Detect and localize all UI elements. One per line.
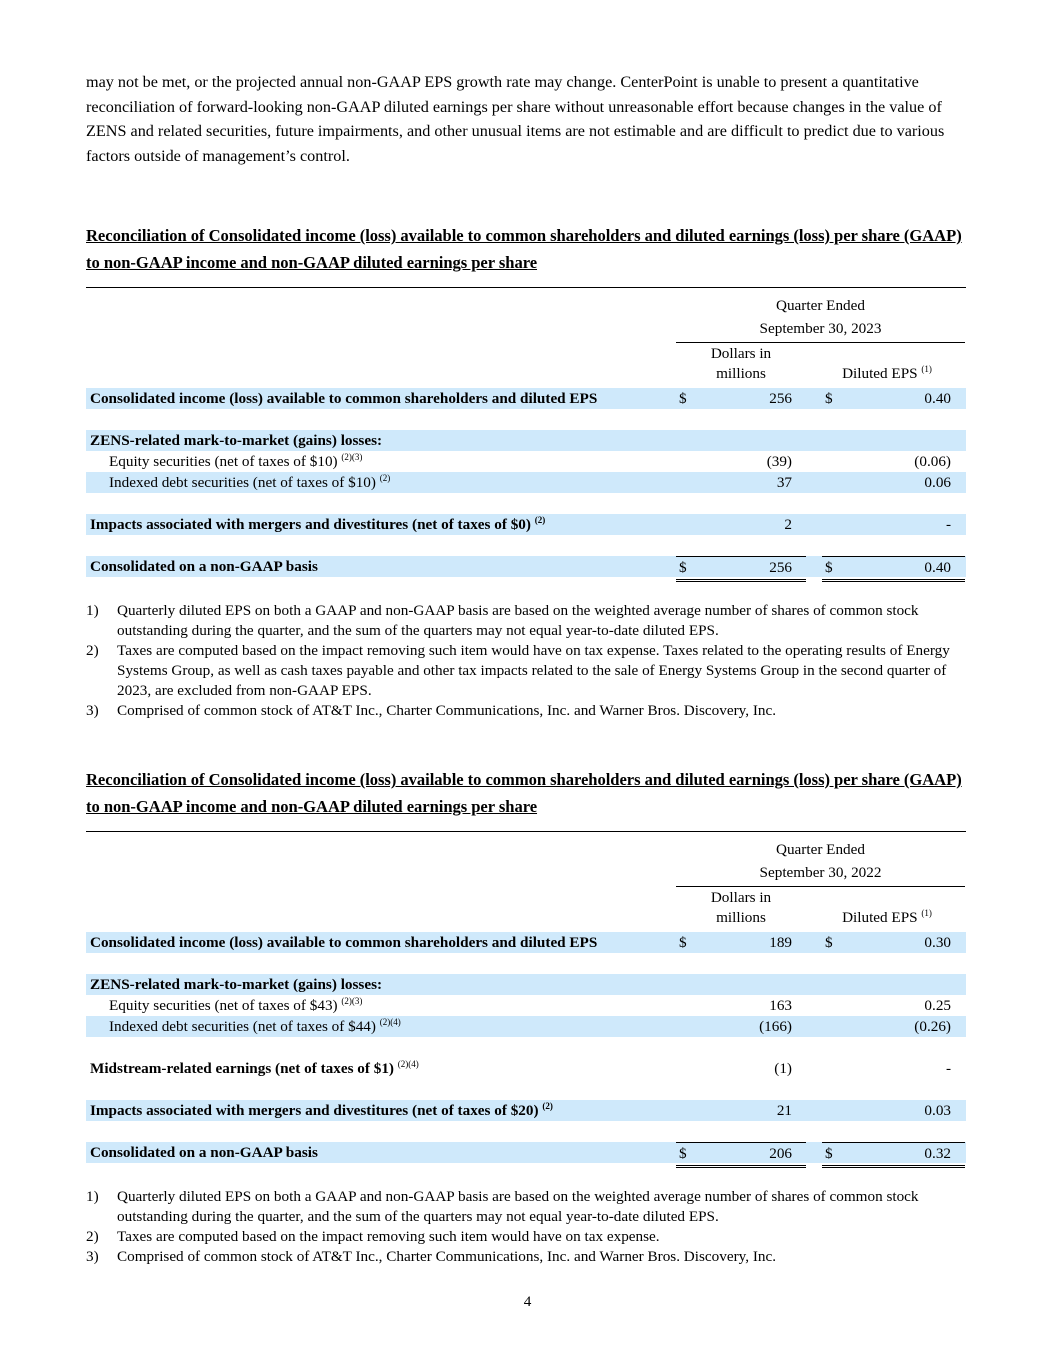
section-title: Reconciliation of Consolidated income (loss) available to common shareholders and diluted earnings (loss) per share (GAAP) to non-GAAP income and non-GAAP diluted earnings per share [86, 226, 962, 272]
table-row [86, 1016, 966, 1037]
row-spacer [86, 535, 966, 556]
currency-symbol: $ [825, 1145, 833, 1162]
currency-symbol: $ [679, 1145, 687, 1162]
eps-header-footnote: (1) [921, 908, 932, 918]
eps-value: - [945, 1060, 951, 1077]
eps-value: 0.40 [924, 559, 951, 576]
table-row [86, 514, 966, 535]
table-row [86, 472, 966, 493]
row-spacer [86, 493, 966, 514]
intro-paragraph: may not be met, or the projected annual non-GAAP EPS growth rate may change. CenterPoint is unable to present a quantitative reconciliation of forward-looking non-GAAP diluted earnings per share without unreasonable effort because changes in the value of ZENS and related securities, future impairments, and other unusual items are not estimable and are difficult to predict due to various factors outside of management’s control. [86, 73, 945, 165]
table-header [86, 288, 966, 388]
row-spacer [86, 1121, 966, 1142]
dollars-value: 2 [784, 516, 792, 533]
row-label: Consolidated on a non-GAAP basis [90, 558, 318, 575]
row-label: Consolidated income (loss) available to common shareholders and diluted EPS [90, 390, 598, 407]
eps-value: - [945, 516, 951, 533]
footnote-text: Taxes are computed based on the impact removing such item would have on tax expense. Taxes related to the operating results of Energy Systems Group, as well as cash taxes payable and other tax impacts related to the sale of Energy Systems Group in the second quarter of 2023, are excluded from non-GAAP EPS. [117, 642, 950, 699]
period-line1: Quarter Ended [776, 841, 865, 858]
footnote-ref: (2)(3) [341, 452, 363, 462]
table-row [86, 451, 966, 472]
row-label: Midstream-related earnings (net of taxes of $1) [90, 1060, 394, 1077]
footnote-text: Comprised of common stock of AT&T Inc., Charter Communications, Inc. and Warner Bros. Discovery, Inc. [117, 1248, 777, 1265]
currency-symbol: $ [679, 934, 687, 951]
footnote-number: 3) [86, 702, 99, 719]
row-spacer [86, 953, 966, 974]
table-header [86, 832, 966, 932]
row-label: Consolidated on a non-GAAP basis [90, 1144, 318, 1161]
footnote-ref: (2)(4) [397, 1059, 419, 1069]
dollars-column-header [676, 344, 806, 384]
dollars-header-line2: millions [716, 909, 766, 926]
eps-column-header [822, 908, 952, 928]
currency-symbol: $ [679, 390, 687, 407]
currency-symbol: $ [679, 559, 687, 576]
footnote-ref: (2) [542, 1101, 553, 1111]
table-row [86, 1058, 966, 1079]
row-label: Impacts associated with mergers and divestitures (net of taxes of $20) [90, 1102, 539, 1119]
dollars-value: 37 [776, 474, 792, 491]
row-label: ZENS-related mark-to-market (gains) losses: [90, 976, 383, 993]
footnote-number: 1) [86, 602, 99, 619]
table-row [86, 388, 966, 409]
table-row [86, 1100, 966, 1121]
dollars-value: (1) [774, 1060, 792, 1077]
dollars-value: (166) [759, 1018, 792, 1035]
row-label: Indexed debt securities (net of taxes of $10) [109, 474, 376, 491]
row-label: Indexed debt securities (net of taxes of $44) [109, 1018, 376, 1035]
currency-symbol: $ [825, 390, 833, 407]
footnote-number: 3) [86, 1248, 99, 1265]
eps-header-footnote: (1) [921, 364, 932, 374]
eps-value: 0.25 [924, 997, 951, 1014]
eps-value: 0.30 [924, 934, 951, 951]
reconciliation-table [86, 288, 966, 577]
eps-header-label: Diluted EPS [842, 365, 918, 382]
currency-symbol: $ [825, 559, 833, 576]
currency-symbol: $ [825, 934, 833, 951]
footnotes [86, 601, 966, 721]
footnotes [86, 1187, 966, 1267]
reconciliation-section-2022 [86, 766, 966, 1267]
row-spacer [86, 1079, 966, 1100]
eps-value: (0.06) [914, 453, 951, 470]
footnote [86, 641, 966, 701]
footnote-ref: (2)(4) [379, 1017, 401, 1027]
footnote-text: Quarterly diluted EPS on both a GAAP and non-GAAP basis are based on the weighted average number of shares of common stock outstanding during the quarter, and the sum of the quarters may not equal year-to-date diluted EPS. [117, 1188, 919, 1225]
period-line2: September 30, 2022 [759, 864, 882, 881]
dollars-header-line2: millions [716, 365, 766, 382]
eps-value: 0.03 [924, 1102, 951, 1119]
period-header [676, 838, 965, 887]
eps-column-header [822, 364, 952, 384]
footnote-number: 2) [86, 642, 99, 659]
reconciliation-section-2023 [86, 222, 966, 721]
table-row-total [86, 556, 966, 577]
footnote [86, 701, 966, 721]
footnote-ref: (2) [379, 473, 391, 483]
period-line2: September 30, 2023 [759, 320, 882, 337]
row-spacer [86, 1037, 966, 1058]
footnote [86, 1247, 966, 1267]
table-row [86, 430, 966, 451]
dollars-value: 256 [769, 390, 792, 407]
footnote-number: 2) [86, 1228, 99, 1245]
table-row [86, 932, 966, 953]
row-label: Equity securities (net of taxes of $43) [109, 997, 338, 1014]
section-title: Reconciliation of Consolidated income (loss) available to common shareholders and diluted earnings (loss) per share (GAAP) to non-GAAP income and non-GAAP diluted earnings per share [86, 770, 962, 816]
dollars-value: 189 [769, 934, 792, 951]
footnote-text: Taxes are computed based on the impact removing such item would have on tax expense. [117, 1228, 660, 1245]
footnote-text: Quarterly diluted EPS on both a GAAP and non-GAAP basis are based on the weighted average number of shares of common stock outstanding during the quarter, and the sum of the quarters may not equal year-to-date diluted EPS. [117, 602, 919, 639]
eps-header-label: Diluted EPS [842, 909, 918, 926]
footnote-ref: (2)(3) [341, 996, 363, 1006]
footnote [86, 1187, 966, 1227]
dollars-value: 163 [769, 997, 792, 1014]
eps-value: (0.26) [914, 1018, 951, 1035]
footnote-number: 1) [86, 1188, 99, 1205]
period-line1: Quarter Ended [776, 297, 865, 314]
row-label: Equity securities (net of taxes of $10) [109, 453, 338, 470]
footnote [86, 1227, 966, 1247]
footnote-text: Comprised of common stock of AT&T Inc., Charter Communications, Inc. and Warner Bros. Discovery, Inc. [117, 702, 777, 719]
eps-value: 0.32 [924, 1145, 951, 1162]
table-row [86, 995, 966, 1016]
footnote [86, 601, 966, 641]
row-label: Consolidated income (loss) available to common shareholders and diluted EPS [90, 934, 598, 951]
dollars-header-line1: Dollars in [710, 889, 772, 906]
row-spacer [86, 409, 966, 430]
page-number: 4 [523, 1293, 532, 1310]
footnote-ref: (2) [534, 515, 546, 525]
dollars-value: 21 [776, 1102, 792, 1119]
row-label: Impacts associated with mergers and divestitures (net of taxes of $0) [90, 516, 531, 533]
period-header [676, 294, 965, 343]
dollars-value: (39) [766, 453, 792, 470]
dollars-column-header [676, 888, 806, 928]
row-label: ZENS-related mark-to-market (gains) losses: [90, 432, 383, 449]
reconciliation-table [86, 832, 966, 1163]
eps-value: 0.06 [924, 474, 951, 491]
table-row-total [86, 1142, 966, 1163]
dollars-header-line1: Dollars in [710, 345, 772, 362]
eps-value: 0.40 [924, 390, 951, 407]
dollars-value: 206 [769, 1145, 792, 1162]
table-row [86, 974, 966, 995]
dollars-value: 256 [769, 559, 792, 576]
